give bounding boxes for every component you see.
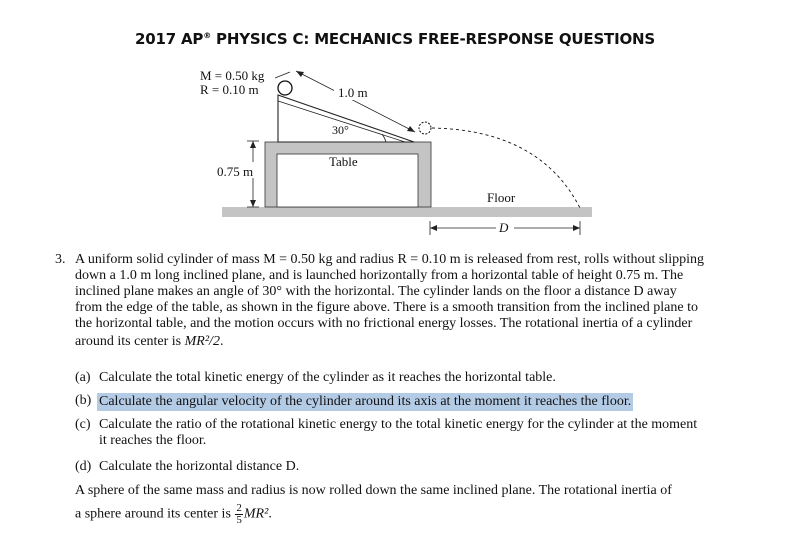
height-label: 0.75 m [217, 164, 254, 179]
sphere-line-1: A sphere of the same mass and radius is now rolled down the same inclined plane. The rotational inertia of [75, 483, 672, 498]
stem-line-inertia: around its center is MR²/2. [75, 334, 224, 349]
angle-label: 30° [332, 123, 349, 137]
header-title-post: PHYSICS C: MECHANICS FREE-RESPONSE QUESTIONS [211, 30, 655, 48]
stem-line: A uniform solid cylinder of mass M = 0.50 kg and radius R = 0.10 m is released from rest, rolls without slipping [75, 252, 705, 267]
header-title-pre: 2017 AP [135, 30, 204, 48]
length-arrowhead-bottom [407, 126, 415, 132]
fraction: $\frac{2}{5}$ [236, 502, 242, 526]
label-leader [275, 72, 290, 78]
question-stem [75, 252, 745, 350]
stem-line: the horizontal table, and the motion occurs with no frictional energy losses. The rotational inertia of a cylinder [75, 316, 693, 331]
length-label: 1.0 m [338, 85, 368, 100]
radius-label: R = 0.10 m [200, 82, 259, 97]
stem-line: down a 1.0 m long inclined plane, and is launched horizontally from a horizontal table of height 0.75 m. The [75, 268, 684, 283]
registered-mark: ® [203, 31, 212, 40]
table-label: Table [329, 154, 358, 169]
inertia-expression: MR²/2 [184, 334, 220, 349]
stem-line: inclined plane makes an angle of 30° with the horizontal. The cylinder lands on the floor a distance D away [75, 284, 677, 299]
mass-label: M = 0.50 kg [200, 68, 265, 83]
highlighted-selection[interactable]: Calculate the angular velocity of the cylinder around its axis at the moment it reaches the floor. [99, 394, 632, 409]
question-number: 3. [55, 252, 66, 267]
distance-label: D [499, 220, 509, 235]
length-arrow [296, 71, 415, 132]
stem-line: from the edge of the table, as shown in the figure above. There is a smooth transition from the inclined plane to [75, 300, 698, 315]
floor-surface [222, 207, 592, 217]
cylinder-top [278, 81, 292, 95]
length-arrowhead-top [296, 71, 304, 77]
floor-label: Floor [487, 190, 516, 205]
cylinder-edge-ghost [419, 122, 431, 134]
sphere-line-2: a sphere around its center is $\frac{2}{5}$ MR². [75, 502, 272, 526]
incline-diagram [0, 0, 790, 250]
